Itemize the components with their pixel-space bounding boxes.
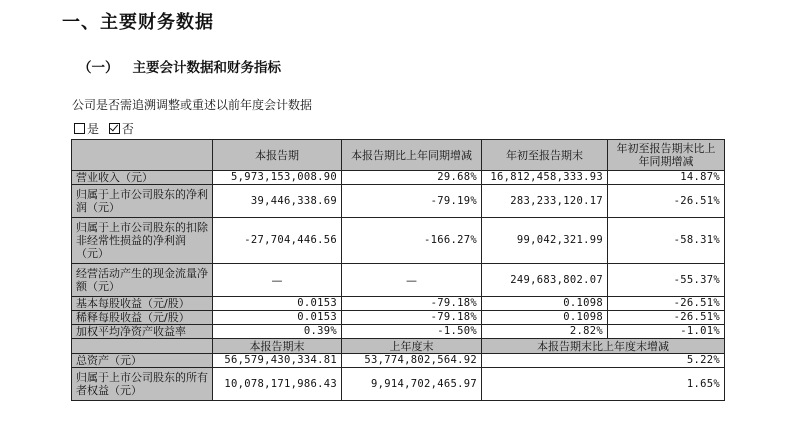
row-label: 归属于上市公司股东的净利润（元） [72, 185, 213, 218]
cell: 16,812,458,333.93 [482, 171, 608, 185]
cell: -58.31% [608, 218, 725, 264]
cell: 0.0153 [213, 311, 342, 325]
cell: 1.65% [482, 368, 725, 401]
cell: 0.1098 [482, 297, 608, 311]
row-label: 总资产（元） [72, 354, 213, 368]
cell: 99,042,321.99 [482, 218, 608, 264]
table-row [72, 311, 725, 325]
header-cell: 本报告期比上年同期增减 [342, 140, 482, 171]
header-cell: 年初至报告期末比上年同期增减 [608, 140, 725, 171]
cell: 0.1098 [482, 311, 608, 325]
cell: 283,233,120.17 [482, 185, 608, 218]
cell: 39,446,338.69 [213, 185, 342, 218]
table-subheader-row [72, 339, 725, 354]
row-label: 归属于上市公司股东的扣除非经常性损益的净利润（元） [72, 218, 213, 264]
table-row [72, 325, 725, 339]
cell: -1.01% [608, 325, 725, 339]
subsection-title: 主要会计数据和财务指标 [132, 60, 281, 76]
cell: 10,078,171,986.43 [213, 368, 342, 401]
cell: 2.82% [482, 325, 608, 339]
table-row [72, 185, 725, 218]
cell: 9,914,702,465.97 [342, 368, 482, 401]
checkbox-no-checked-icon[interactable] [109, 123, 120, 134]
cell: — [213, 264, 342, 297]
cell: -1.50% [342, 325, 482, 339]
header-cell: 本报告期末 [213, 339, 342, 354]
cell: 14.87% [608, 171, 725, 185]
row-label: 归属于上市公司股东的所有者权益（元） [72, 368, 213, 401]
cell: -27,704,446.56 [213, 218, 342, 264]
cell: -79.18% [342, 297, 482, 311]
cell: 29.68% [342, 171, 482, 185]
cell: 0.39% [213, 325, 342, 339]
cell: -26.51% [608, 311, 725, 325]
financial-data-table [71, 139, 725, 401]
cell: 56,579,430,334.81 [213, 354, 342, 368]
header-cell: 年初至报告期末 [482, 140, 608, 171]
row-label: 基本每股收益（元/股） [72, 297, 213, 311]
option-no-label: 否 [121, 122, 134, 136]
cell: -79.18% [342, 311, 482, 325]
row-label: 加权平均净资产收益率 [72, 325, 213, 339]
cell: -79.19% [342, 185, 482, 218]
cell: -26.51% [608, 185, 725, 218]
header-cell [72, 140, 213, 171]
cell: 249,683,802.07 [482, 264, 608, 297]
subsection-heading [78, 56, 281, 76]
cell: -26.51% [608, 297, 725, 311]
table-row [72, 218, 725, 264]
cell: 0.0153 [213, 297, 342, 311]
table-row [72, 264, 725, 297]
row-label: 营业收入（元） [72, 171, 213, 185]
cell: -55.37% [608, 264, 725, 297]
subsection-number: （一） [78, 60, 119, 76]
cell: -166.27% [342, 218, 482, 264]
restatement-options [74, 120, 140, 137]
header-cell: 上年度末 [342, 339, 482, 354]
cell: 5.22% [482, 354, 725, 368]
cell: 5,973,153,008.90 [213, 171, 342, 185]
row-label: 稀释每股收益（元/股） [72, 311, 213, 325]
header-cell: 本报告期 [213, 140, 342, 171]
table-row [72, 354, 725, 368]
table-row [72, 368, 725, 401]
option-no[interactable] [109, 122, 134, 136]
header-cell [72, 339, 213, 354]
option-yes[interactable] [74, 122, 99, 136]
table-row [72, 297, 725, 311]
header-cell: 本报告期末比上年度末增减 [482, 339, 725, 354]
cell: 53,774,802,564.92 [342, 354, 482, 368]
row-label: 经营活动产生的现金流量净额（元） [72, 264, 213, 297]
cell: — [342, 264, 482, 297]
table-header-row [72, 140, 725, 171]
option-yes-label: 是 [87, 122, 100, 136]
section-heading: 一、主要财务数据 [62, 12, 214, 33]
restatement-question: 公司是否需追溯调整或重述以前年度会计数据 [72, 98, 313, 112]
table-row [72, 171, 725, 185]
checkbox-yes-icon[interactable] [74, 123, 85, 134]
